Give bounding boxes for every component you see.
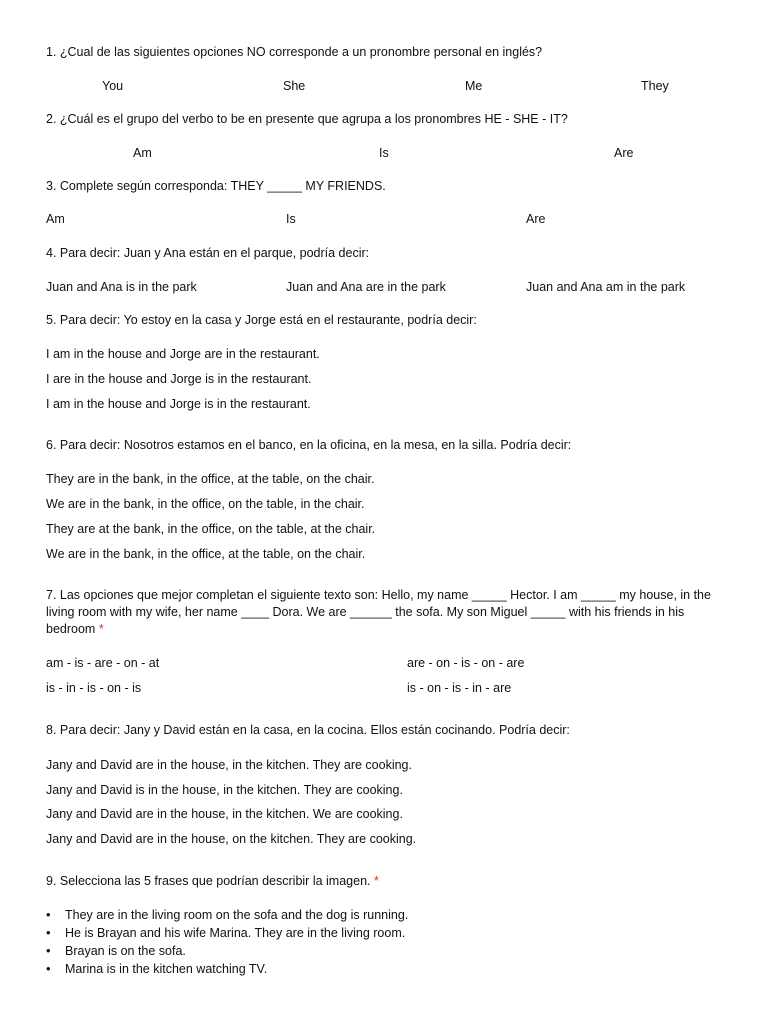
required-marker: * [373, 874, 379, 888]
question-7 [46, 587, 726, 638]
q8-option-4[interactable]: Jany and David are in the house, on the kitchen. They are cooking. [46, 832, 417, 846]
q6-option-4[interactable]: We are in the bank, in the office, at the table, on the chair. [46, 547, 366, 561]
q8-option-2[interactable]: Jany and David is in the house, in the kitchen. They are cooking. [46, 783, 403, 797]
q5-option-2[interactable]: I are in the house and Jorge is in the restaurant. [46, 372, 312, 386]
question-5: 5. Para decir: Yo estoy en la casa y Jorge está en el restaurante, podría decir: [46, 313, 477, 327]
q7-option-4[interactable]: is - on - is - in - are [407, 681, 512, 695]
q5-option-1[interactable]: I am in the house and Jorge are in the restaurant. [46, 347, 320, 361]
q4-option-1[interactable]: Juan and Ana is in the park [46, 280, 197, 294]
q2-option-is[interactable]: Is [379, 146, 389, 160]
required-marker: * [98, 622, 104, 636]
q4-option-3[interactable]: Juan and Ana am in the park [526, 280, 686, 294]
q9-options-list [46, 906, 408, 978]
q3-option-are[interactable]: Are [526, 212, 546, 226]
q8-option-1[interactable]: Jany and David are in the house, in the kitchen. They are cooking. [46, 758, 412, 772]
q4-option-2[interactable]: Juan and Ana are in the park [286, 280, 446, 294]
q7-option-1[interactable]: am - is - are - on - at [46, 656, 160, 670]
question-9-text: 9. Selecciona las 5 frases que podrían describir la imagen. [46, 874, 371, 888]
q1-option-they[interactable]: They [641, 79, 669, 93]
q3-option-is[interactable]: Is [286, 212, 296, 226]
q7-option-3[interactable]: is - in - is - on - is [46, 681, 142, 695]
q2-option-am[interactable]: Am [133, 146, 152, 160]
q6-option-1[interactable]: They are in the bank, in the office, at the table, on the chair. [46, 472, 375, 486]
q9-option-2[interactable]: • He is Brayan and his wife Marina. They are in the living room. [46, 924, 408, 942]
q9-option-1[interactable]: • They are in the living room on the sofa and the dog is running. [46, 906, 408, 924]
question-6: 6. Para decir: Nosotros estamos en el banco, en la oficina, en la mesa, en la silla. Podría decir: [46, 438, 572, 452]
question-4: 4. Para decir: Juan y Ana están en el parque, podría decir: [46, 246, 370, 260]
q1-option-you[interactable]: You [102, 79, 124, 93]
question-8: 8. Para decir: Jany y David están en la casa, en la cocina. Ellos están cocinando. Podría decir: [46, 723, 570, 737]
question-9 [46, 873, 379, 889]
q2-option-are[interactable]: Are [614, 146, 634, 160]
q9-option-4[interactable]: • Marina is in the kitchen watching TV. [46, 960, 408, 978]
q1-option-she[interactable]: She [283, 79, 306, 93]
question-7-text: 7. Las opciones que mejor completan el siguiente texto son: Hello, my name _____ Hector. I am _____ my house, in the living room with my wife, her name ____ Dora. We are ______ the sofa. My son Miguel _____ with his friends in his bedroom [46, 588, 711, 636]
q5-option-3[interactable]: I am in the house and Jorge is in the restaurant. [46, 397, 311, 411]
q1-option-me[interactable]: Me [465, 79, 483, 93]
question-2: 2. ¿Cuál es el grupo del verbo to be en presente que agrupa a los pronombres HE - SHE - IT? [46, 112, 568, 126]
q6-option-3[interactable]: They are at the bank, in the office, on the table, at the chair. [46, 522, 376, 536]
q8-option-3[interactable]: Jany and David are in the house, in the kitchen. We are cooking. [46, 807, 403, 821]
q3-option-am[interactable]: Am [46, 212, 65, 226]
question-1: 1. ¿Cual de las siguientes opciones NO corresponde a un pronombre personal en inglés? [46, 45, 543, 59]
question-3: 3. Complete según corresponda: THEY _____ MY FRIENDS. [46, 179, 386, 193]
q7-option-2[interactable]: are - on - is - on - are [407, 656, 525, 670]
q6-option-2[interactable]: We are in the bank, in the office, on the table, in the chair. [46, 497, 365, 511]
q9-option-3[interactable]: • Brayan is on the sofa. [46, 942, 408, 960]
